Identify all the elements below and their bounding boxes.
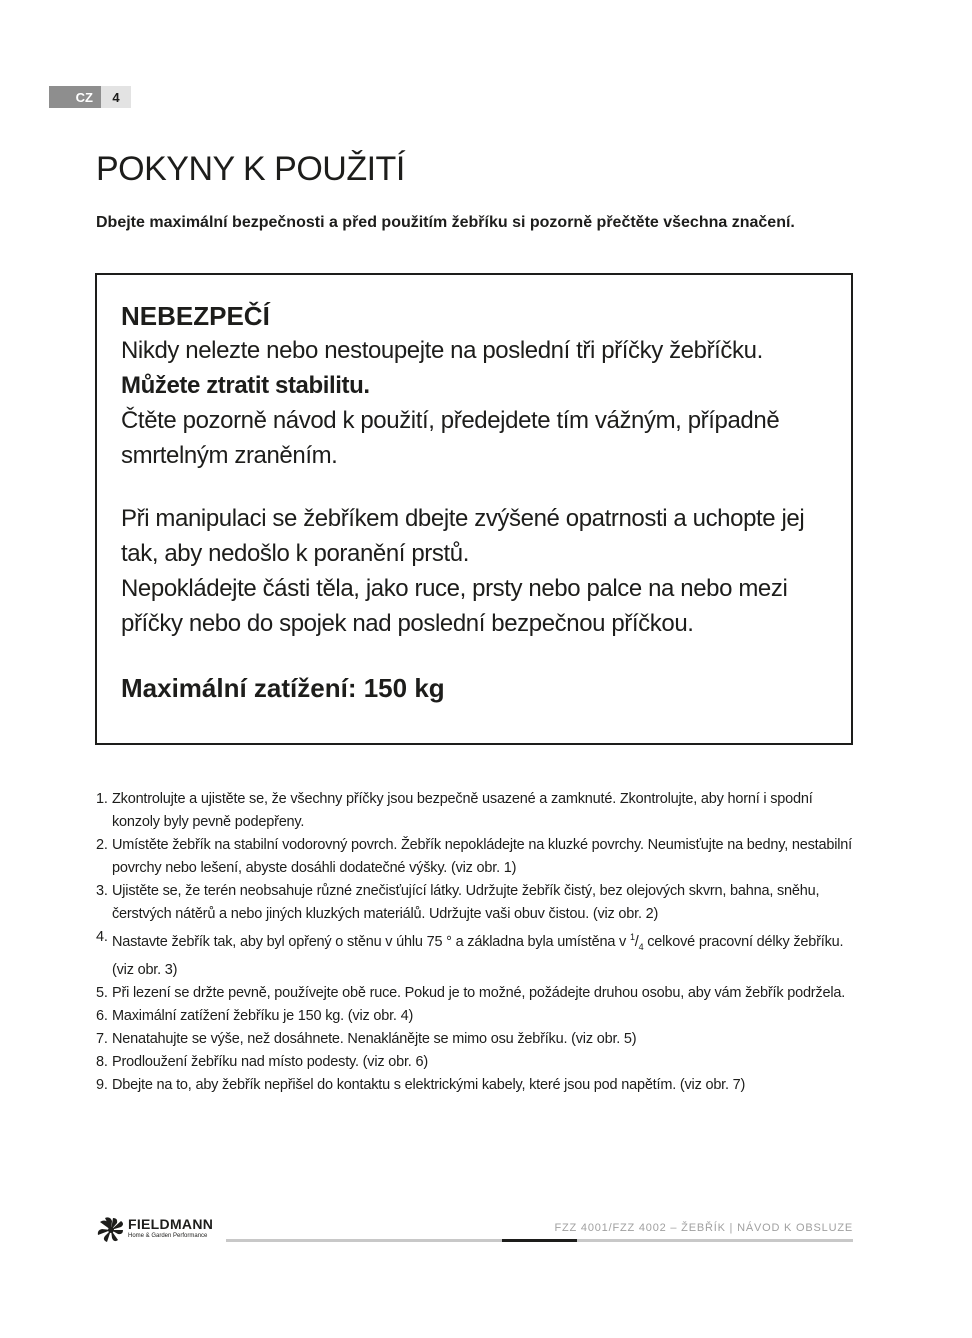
fraction-denominator: 4 xyxy=(638,941,644,952)
list-item-number: 5. xyxy=(96,984,108,1001)
list-item-number: 6. xyxy=(96,1007,108,1024)
list-item-number: 2. xyxy=(96,837,108,853)
language-label: CZ xyxy=(49,86,101,108)
warning-line-3: Čtěte pozorně návod k použití, předejdete tím vážným, případně smrtelným zraněním. xyxy=(121,407,780,469)
list-item-text-part: Nastavte žebřík tak, aby byl opřený o stěnu v úhlu 75 ° a základna byla umístěna v xyxy=(112,933,630,950)
list-item-number: 4. xyxy=(96,929,108,945)
warning-heading: NEBEZPEČÍ xyxy=(121,301,270,331)
list-item-text: Při lezení se držte pevně, používejte obě ruce. Pokud je to možné, požádejte druhou osobu, aby vám žebřík podržela. xyxy=(112,984,846,1001)
list-item xyxy=(96,1051,856,1074)
list-item-text xyxy=(112,926,856,982)
list-item xyxy=(96,880,856,926)
warning-line-2: Můžete ztratit stabilitu. xyxy=(121,372,370,399)
list-item xyxy=(96,834,856,880)
list-item-number: 8. xyxy=(96,1053,108,1070)
list-item-text: Prodloužení žebříku nad místo podesty. (viz obr. 6) xyxy=(112,1053,428,1070)
list-item-text: Dbejte na to, aby žebřík nepřišel do kontaktu s elektrickými kabely, které jsou pod napětím. (viz obr. 7) xyxy=(112,1076,746,1093)
document-title: FZZ 4001/FZZ 4002 – ŽEBŘÍK | NÁVOD K OBSLUZE xyxy=(554,1222,853,1234)
fraction-numerator: 1 xyxy=(629,932,635,942)
danger-warning-box xyxy=(95,273,853,745)
brand-name: FIELDMANN xyxy=(128,1216,214,1232)
warning-line-5: Nepokládejte části těla, jako ruce, prsty nebo palce na nebo mezi příčky nebo do spojek nad poslední bezpečnou příčkou. xyxy=(121,575,788,637)
warning-line-4: Při manipulaci se žebříkem dbejte zvýšené opatrnosti a uchopte jej tak, aby nedošlo k poranění prstů. xyxy=(121,505,805,567)
list-item-text-part: celkové pracovní délky žebříku. (viz obr. 3) xyxy=(112,933,844,978)
list-item xyxy=(96,1028,856,1051)
list-item-text: Zkontrolujte a ujistěte se, že všechny příčky jsou bezpečně usazené a zamknuté. Zkontrolujte, aby horní i spodní konzoly byly pevně podepřeny. xyxy=(112,791,813,830)
list-item-number: 9. xyxy=(96,1076,108,1093)
page-number: 4 xyxy=(101,86,131,108)
list-item xyxy=(96,1074,856,1097)
list-item xyxy=(96,1005,856,1028)
list-item-number: 1. xyxy=(96,791,108,807)
fraction: $^1/_4$ xyxy=(629,932,644,952)
page-title: POKYNY K POUŽITÍ xyxy=(96,150,405,188)
list-item-number: 3. xyxy=(96,883,108,899)
footer-rule-accent xyxy=(502,1239,577,1242)
list-item-text: Ujistěte se, že terén neobsahuje různé znečisťující látky. Udržujte žebřík čistý, bez olejových skvrn, bahna, sněhu, čerstvých nátěrů a nebo jiných kluzkých materiálů. Udržujte vaši obuv čistou. (viz obr. 2) xyxy=(112,883,820,922)
intro-text: Dbejte maximální bezpečnosti a před použitím žebříku si pozorně přečtěte všechna značení. xyxy=(96,214,795,231)
warning-line-1: Nikdy nelezte nebo nestoupejte na poslední tři příčky žebříčku. xyxy=(121,337,763,364)
list-item-text: Maximální zatížení žebříku je 150 kg. (viz obr. 4) xyxy=(112,1007,414,1024)
max-load: Maximální zatížení: 150 kg xyxy=(121,673,445,703)
brand-tagline: Home & Garden Performance xyxy=(128,1233,208,1239)
list-item xyxy=(96,982,856,1005)
list-item-number: 7. xyxy=(96,1030,108,1047)
instructions-list xyxy=(96,788,856,1097)
fieldmann-leaf-logo-icon xyxy=(96,1216,126,1244)
list-item-text: Nenatahujte se výše, než dosáhnete. Nenaklánějte se mimo osu žebříku. (viz obr. 5) xyxy=(112,1030,637,1047)
page-tab xyxy=(49,86,131,108)
list-item xyxy=(96,788,856,834)
list-item xyxy=(96,926,856,982)
list-item-text: Umístěte žebřík na stabilní vodorovný povrch. Žebřík nepokládejte na kluzké povrchy. Neumisťujte na bedny, nestabilní povrchy nebo lešení, abyste dosáhli dodatečné výšky. (viz obr. 1) xyxy=(112,837,852,876)
brand-logo xyxy=(96,1216,213,1244)
footer xyxy=(96,1214,853,1246)
